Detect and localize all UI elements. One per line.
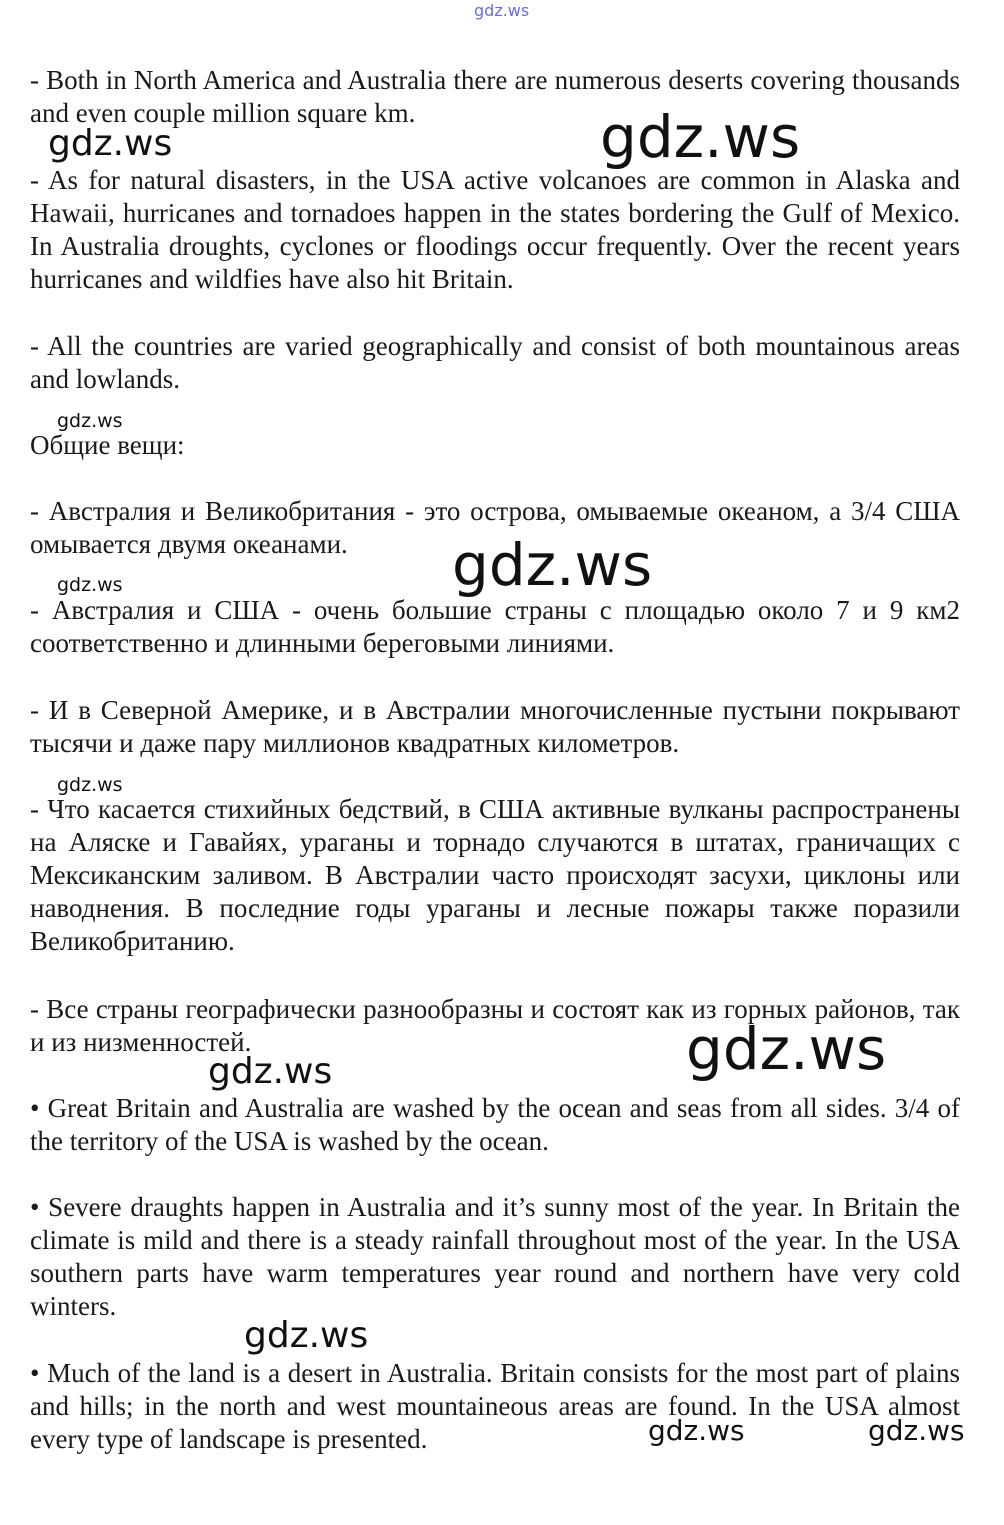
watermark: gdz.ws bbox=[244, 1315, 369, 1356]
paragraph-disasters-ru: - Что касается стихийных бедствий, в США активные вулканы распространены на Аляске и Гавайях, ураганы и торнадо случаются в штатах, граничащих с Мексиканским заливом. В Австралии часто происходят засухи, циклоны или наводнения. В последние годы ураганы и лесные пожары также поразили Великобританию. bbox=[30, 794, 960, 956]
watermark: gdz.ws bbox=[452, 531, 653, 599]
watermark: gdz.ws bbox=[57, 574, 123, 596]
paragraph-islands-ru: - Австралия и Великобритания - это острова, омываемые океаном, а 3/4 США омывается двумя океанами. bbox=[30, 496, 960, 559]
paragraph-deserts-en: - Both in North America and Australia there are numerous deserts covering thousands and even couple million square km. bbox=[30, 65, 960, 128]
watermark: gdz.ws bbox=[57, 774, 123, 796]
paragraph-washed-en: • Great Britain and Australia are washed by the ocean and seas from all sides. 3/4 of the territory of the USA is washed by the ocean. bbox=[30, 1093, 960, 1156]
paragraph-disasters-en: - As for natural disasters, in the USA active volcanoes are common in Alaska and Hawaii, hurricanes and tornadoes happen in the states bordering the Gulf of Mexico. In Australia droughts, cyclones or floodings occur frequently. Over the recent years hurricanes and wildfies have also hit Britain. bbox=[30, 165, 960, 294]
watermark: gdz.ws bbox=[600, 103, 801, 171]
watermark: gdz.ws bbox=[868, 1414, 965, 1447]
paragraph-size-ru: - Австралия и США - очень большие страны с площадью около 7 и 9 км2 соответственно и длинными береговыми линиями. bbox=[30, 595, 960, 658]
paragraph-geography-en: - All the countries are varied geographically and consist of both mountainous areas and lowlands. bbox=[30, 331, 960, 394]
paragraph-climate-en: • Severe draughts happen in Australia and it’s sunny most of the year. In Britain the climate is mild and there is a steady rainfall throughout most of the year. In the USA southern parts have warm temperatures year round and northern have very cold winters. bbox=[30, 1192, 960, 1321]
watermark: gdz.ws bbox=[57, 410, 123, 432]
paragraph-geography-ru: - Все страны географически разнообразны и состоят как из горных районов, так и из низменностей. bbox=[30, 994, 960, 1057]
paragraph-deserts-ru: - И в Северной Америке, и в Австралии многочисленные пустыни покрывают тысячи и даже пару миллионов квадратных километров. bbox=[30, 695, 960, 758]
watermark: gdz.ws bbox=[208, 1051, 333, 1092]
paragraph-landscape-en: • Much of the land is a desert in Australia. Britain consists for the most part of plains and hills; in the north and west mountaineous areas are found. In the USA almost every type of landscape is presented. bbox=[30, 1358, 960, 1454]
watermark: gdz.ws bbox=[648, 1414, 745, 1447]
watermark: gdz.ws bbox=[48, 123, 173, 164]
watermark-top: gdz.ws bbox=[474, 1, 530, 20]
section-heading-common: Общие вещи: bbox=[30, 430, 185, 460]
watermark: gdz.ws bbox=[686, 1015, 887, 1083]
